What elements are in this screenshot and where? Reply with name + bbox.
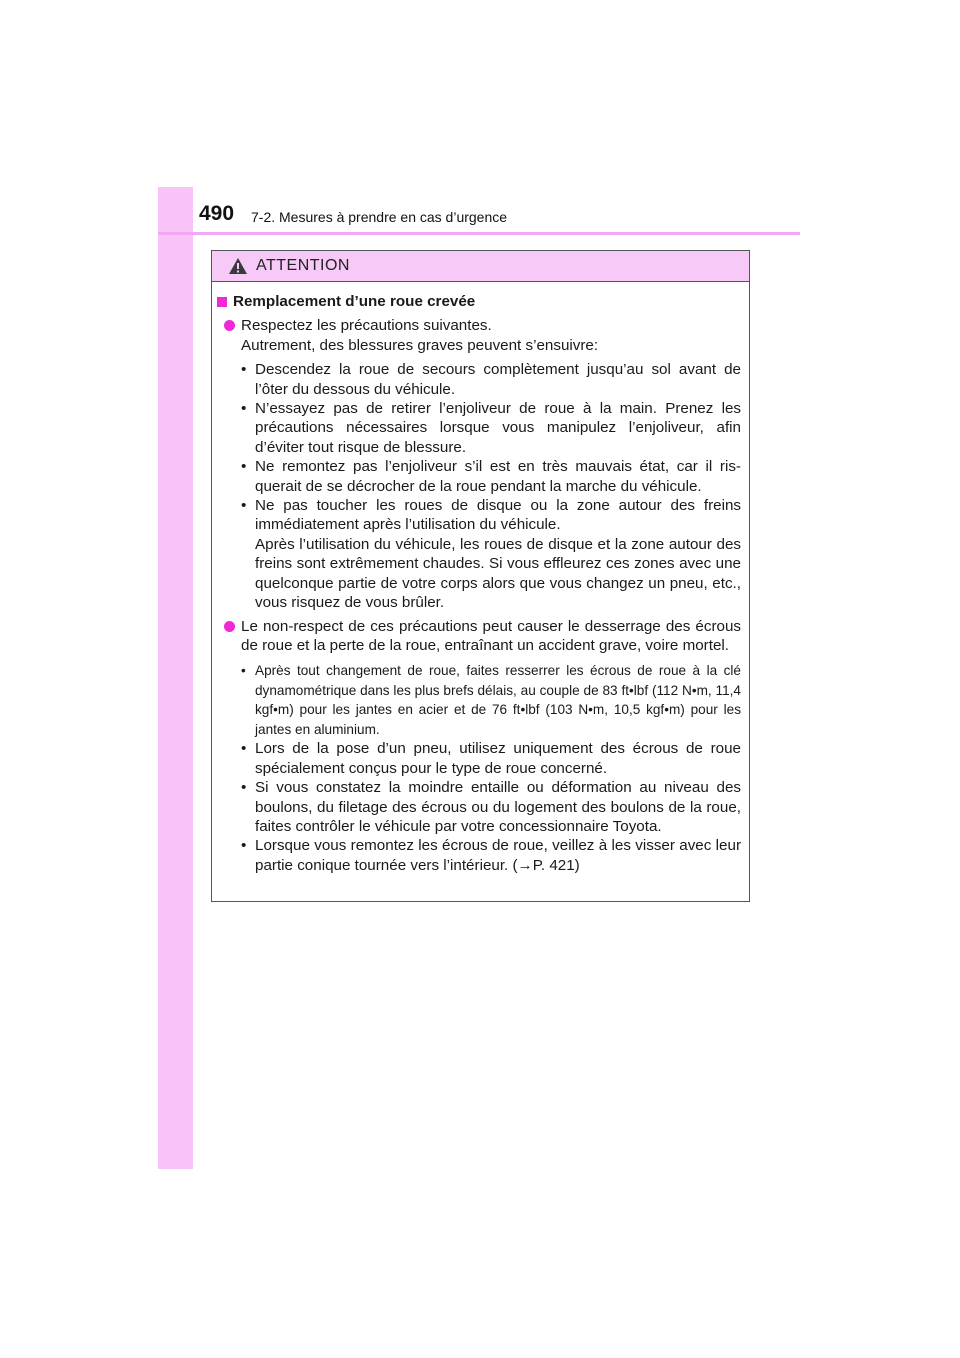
bullet-precautions [224, 316, 741, 612]
list-item: • Lorsque vous remontez les écrous de roue, veillez à les visser avec leur partie conique tournée vers l’intérieur. (→P. 421) [241, 836, 741, 875]
page-number: 490 [199, 202, 235, 225]
list-item: • Descendez la roue de secours complètement jusqu’au sol avant de l’ôter du dessous du véhicule. [241, 360, 741, 399]
list-item-text: Après l’utilisation du véhicule, les roues de disque et la zone autour des freins sont extrêmement chaudes. Si vous effleurez ces zones avec une quelconque partie de votre corps alors que vous changez un pneu, etc., vous risquez de vous brûler. [255, 535, 741, 612]
sub-list [241, 360, 741, 612]
attention-content [212, 282, 749, 875]
list-item-text: • Ne pas toucher les roues de disque ou la zone autour des freins immédiatement après l’utilisation du véhicule. [255, 497, 741, 534]
chapter-tab-band [158, 187, 193, 1169]
section-title: 7-2. Mesures à prendre en cas d’urgence [251, 209, 508, 225]
bullet-text: Le non-respect de ces précautions peut causer le desserrage des écrous de roue et la perte de la roue, entraînant un accident grave, voire mortel. [241, 617, 741, 654]
sub-list [241, 739, 741, 875]
list-item [241, 496, 741, 612]
circle-bullet-icon [224, 621, 235, 632]
list-item: • Si vous constatez la moindre entaille ou déformation au niveau des boulons, du filetage des écrous ou du logement des boulons de la roue, faites contrôler le véhicule par votre concessionnaire Toyota. [241, 778, 741, 836]
warning-triangle-icon [228, 257, 248, 275]
sub-list-small [241, 661, 741, 739]
bullet-text: Respectez les précautions suivantes. [241, 317, 492, 335]
attention-title: ATTENTION [256, 257, 350, 274]
bullet-text: Autrement, des blessures graves peuvent s’ensuivre: [241, 336, 599, 354]
square-bullet-icon [217, 297, 227, 307]
list-item: • Ne remontez pas l’enjoliveur s’il est en très mauvais état, car il ris-querait de se décrocher de la roue pendant la marche du véhicule. [241, 457, 741, 496]
list-item: • Lors de la pose d’un pneu, utilisez uniquement des écrous de roue spécialement conçus pour le type de roue concerné. [241, 739, 741, 778]
topic-heading [217, 292, 741, 311]
header-rule [158, 232, 800, 235]
list-item: • N’essayez pas de retirer l’enjoliveur de roue à la main. Prenez les précautions nécessaires lorsque vous manipulez l’enjoliveur, afin d’éviter tout risque de blessure. [241, 399, 741, 457]
list-item: • Après tout changement de roue, faites resserrer les écrous de roue à la clé dynamométrique dans les plus brefs délais, au couple de 83 ft•lbf (112 N•m, 11,4 kgf•m) pour les jantes en acier et de 76 ft•lbf (103 N•m, 10,5 kgf•m) pour les jantes en aluminium. [241, 661, 741, 739]
circle-bullet-icon [224, 320, 235, 331]
topic-title: Remplacement d’une roue crevée [233, 293, 476, 310]
attention-header [212, 251, 749, 282]
bullet-consequences [224, 617, 741, 876]
attention-box [211, 250, 750, 902]
